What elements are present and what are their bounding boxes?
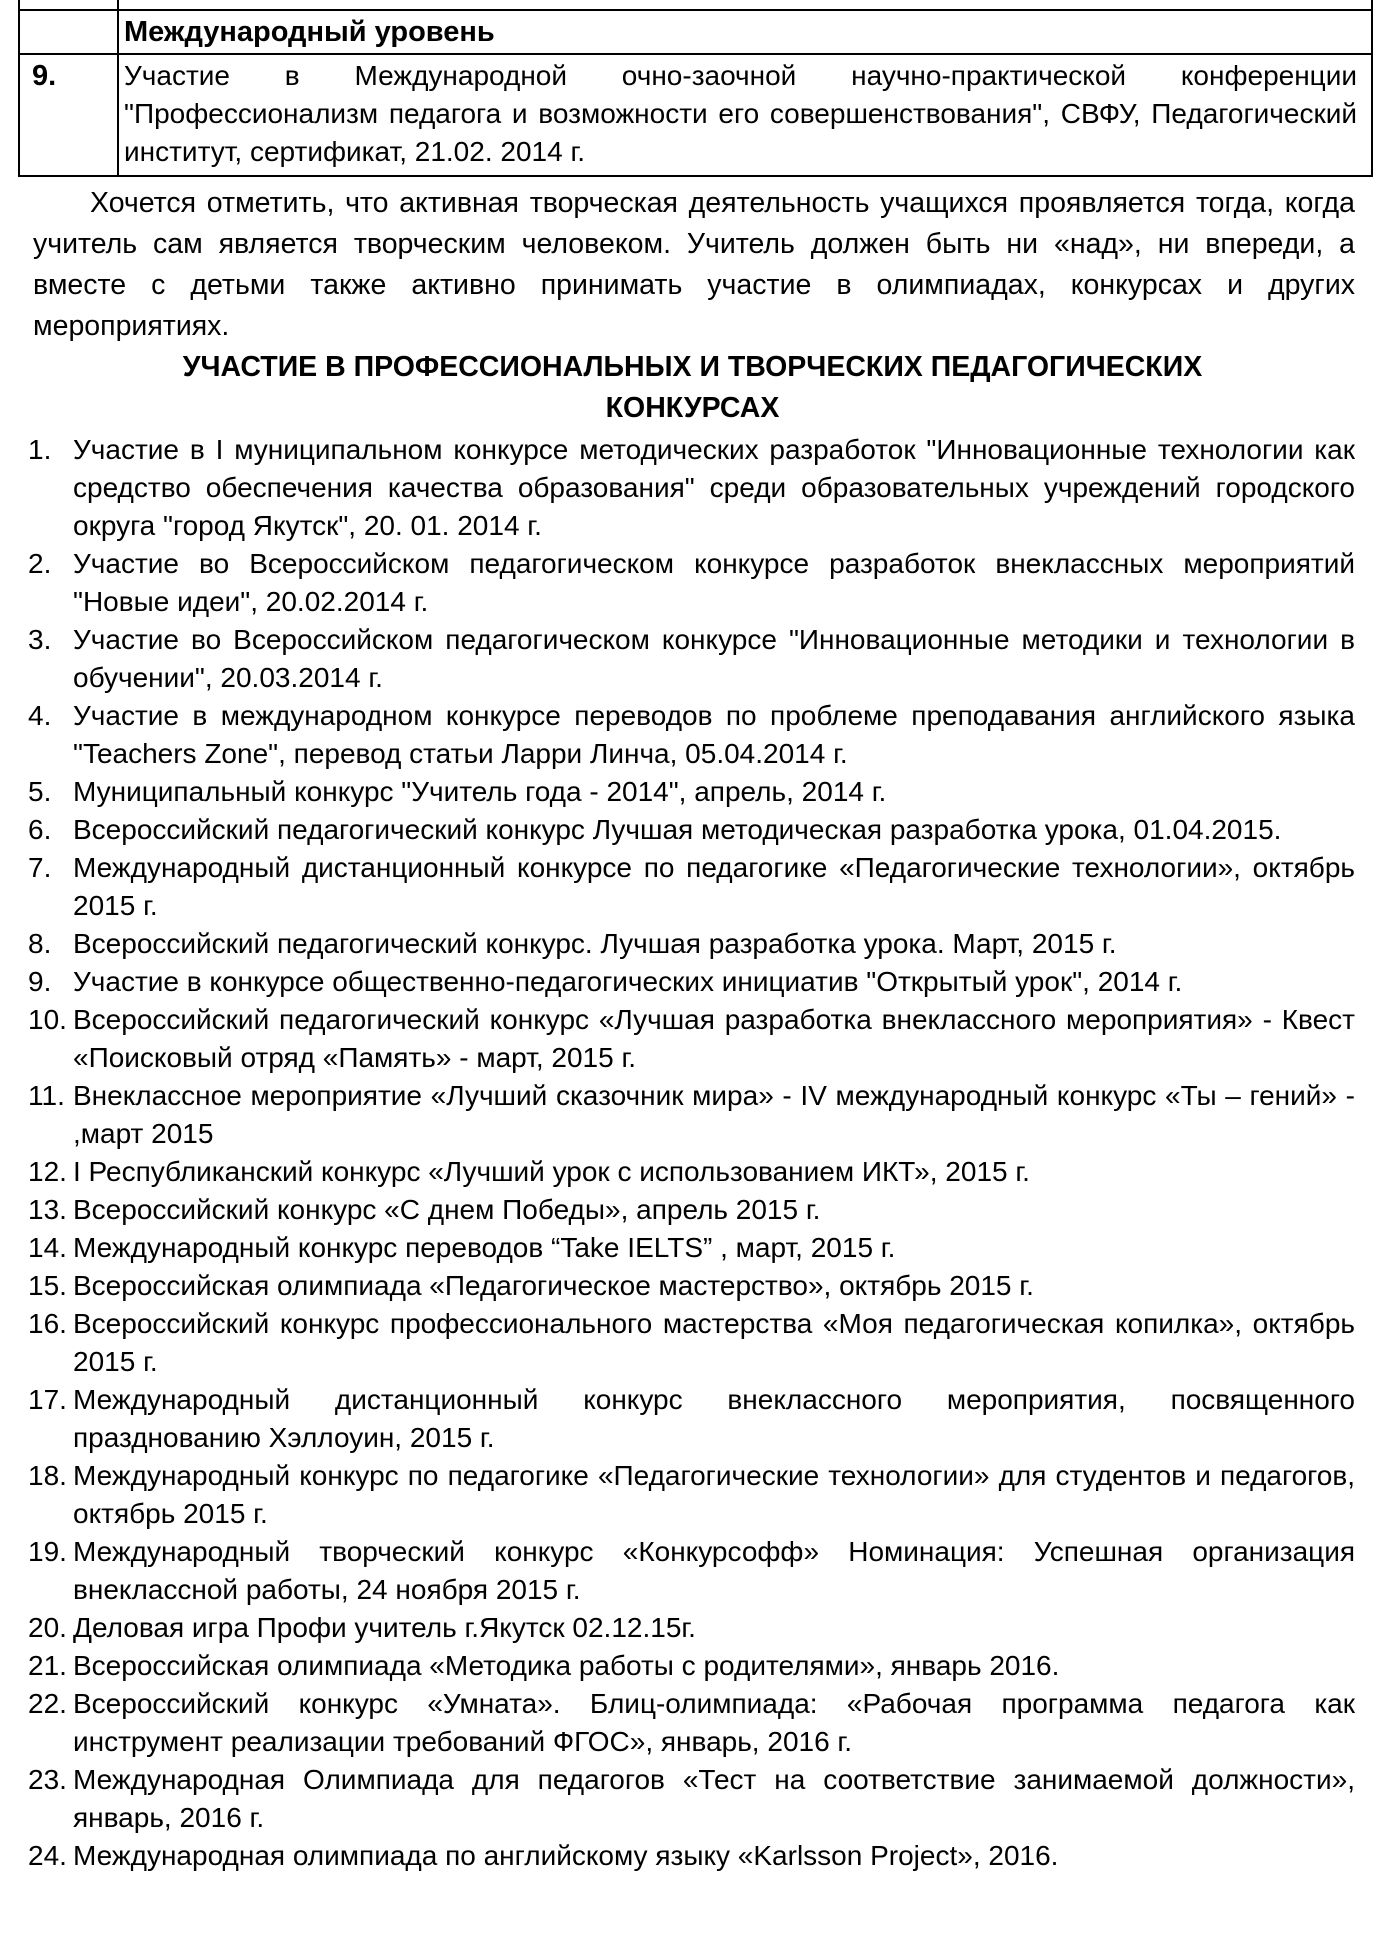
list-item [0,1153,1355,1191]
list-item-text: Всероссийский педагогический конкурс. Лучшая разработка урока. Март, 2015 г. [73,928,1117,959]
table-cell-empty [19,0,118,10]
list-item [0,1457,1355,1533]
list-item-text: Международная олимпиада по английскому языку «Karlsson Project», 2016. [73,1840,1059,1871]
list-item-number: 23. [28,1764,67,1795]
list-item-number: 14. [28,1232,67,1263]
competitions-list [0,431,1355,1875]
list-item-number: 2. [28,548,52,579]
list-item [0,697,1355,773]
list-item-text: Всероссийская олимпиада «Педагогическое мастерство», октябрь 2015 г. [73,1270,1034,1301]
list-item-number: 24. [28,1840,67,1871]
list-item [0,811,1355,849]
section-heading-line1: УЧАСТИЕ В ПРОФЕССИОНАЛЬНЫХ И ТВОРЧЕСКИХ ПЕДАГОГИЧЕСКИХ [182,351,1203,383]
table-cell-text: Участие в Международной очно-заочной научно-практической конференции "Профессионализм педагога и возможности его совершенствования", СВФУ, Педагогический институт, сертификат, 21.02. 2014 г. [118,54,1372,176]
list-item-text: Международный дистанционный конкурсе по педагогике «Педагогические технологии», октябрь 2015 г. [73,852,1355,921]
table-cell-number [19,10,118,54]
list-item-text: Всероссийский конкурс «С днем Победы», апрель 2015 г. [73,1194,821,1225]
list-item [0,621,1355,697]
list-item [0,1191,1355,1229]
table-cell-number: 9. [19,54,118,176]
list-item-number: 16. [28,1308,67,1339]
achievements-table [18,0,1373,177]
section-heading-line2: КОНКУРСАХ [605,392,780,424]
list-item-text: I Республиканский конкурс «Лучший урок с использованием ИКТ», 2015 г. [73,1156,1030,1187]
list-item-text: Муниципальный конкурс "Учитель года - 2014", апрель, 2014 г. [73,776,887,807]
list-item-number: 19. [28,1536,67,1567]
list-item-text: Внеклассное мероприятие «Лучший сказочник мира» - IV международный конкурс «Ты – гений» - ,март 2015 [73,1080,1355,1149]
list-item [0,545,1355,621]
list-item-text: Участие в I муниципальном конкурсе методических разработок "Инновационные технологии как средство обеспечения качества образования" среди образовательных учреждений городского округа "город Якутск", 20. 01. 2014 г. [73,434,1355,541]
list-item [0,1305,1355,1381]
list-item [0,1685,1355,1761]
list-item-number: 20. [28,1612,67,1643]
table-cell-empty [118,0,1372,10]
list-item-number: 9. [28,966,52,997]
list-item-number: 10. [28,1004,67,1035]
list-item-number: 15. [28,1270,67,1301]
table-row-cut [19,0,1372,10]
list-item [0,1837,1355,1875]
list-item-number: 4. [28,700,52,731]
list-item-number: 7. [28,852,52,883]
list-item [0,1647,1355,1685]
list-item-text: Международная Олимпиада для педагогов «Тест на соответствие занимаемой должности», январь, 2016 г. [73,1764,1355,1833]
intro-paragraph: Хочется отметить, что активная творческая деятельность учащихся проявляется тогда, когда учитель сам является творческим человеком. Учитель должен быть ни «над», ни впереди, а вместе с детьми также активно принимать участие в олимпиадах, конкурсах и других мероприятиях. [33,187,1355,342]
list-item-number: 18. [28,1460,67,1491]
list-item [0,1533,1355,1609]
list-item [0,1267,1355,1305]
list-item-text: Всероссийский педагогический конкурс Лучшая методическая разработка урока, 01.04.2015. [73,814,1282,845]
list-item [0,849,1355,925]
list-item-number: 3. [28,624,52,655]
table-row [19,54,1372,176]
list-item-number: 21. [28,1650,67,1681]
list-item-number: 1. [28,434,52,465]
list-item [0,1077,1355,1153]
list-item-number: 5. [28,776,52,807]
list-item-text: Всероссийский конкурс «Умната». Блиц-олимпиада: «Рабочая программа педагога как инструмент реализации требований ФГОС», январь, 2016 г. [73,1688,1355,1757]
list-item [0,1229,1355,1267]
list-item [0,963,1355,1001]
list-item-text: Всероссийский педагогический конкурс «Лучшая разработка внеклассного мероприятия» - Квест «Поисковый отряд «Память» - март, 2015 г. [73,1004,1355,1073]
list-item [0,1001,1355,1077]
list-item-text: Участие во Всероссийском педагогическом конкурсе "Инновационные методики и технологии в обучении", 20.03.2014 г. [73,624,1355,693]
list-item-number: 8. [28,928,52,959]
list-item-text: Участие в международном конкурсе переводов по проблеме преподавания английского языка "Teachers Zone", перевод статьи Ларри Линча, 05.04.2014 г. [73,700,1355,769]
list-item [0,1761,1355,1837]
list-item-text: Деловая игра Профи учитель г.Якутск 02.12.15г. [73,1612,696,1643]
list-item-text: Международный конкурс по педагогике «Педагогические технологии» для студентов и педагогов, октябрь 2015 г. [73,1460,1355,1529]
table-row [19,10,1372,54]
list-item [0,1381,1355,1457]
list-item [0,1609,1355,1647]
list-item-number: 12. [28,1156,67,1187]
list-item-number: 6. [28,814,52,845]
list-item-text: Участие в конкурсе общественно-педагогических инициатив "Открытый урок", 2014 г. [73,966,1183,997]
list-item-text: Всероссийская олимпиада «Методика работы с родителями», январь 2016. [73,1650,1060,1681]
list-item-number: 22. [28,1688,67,1719]
section-heading [30,347,1355,429]
list-item-number: 17. [28,1384,67,1415]
list-item [0,431,1355,545]
list-item-text: Международный конкурс переводов “Take IELTS” , март, 2015 г. [73,1232,896,1263]
list-item [0,925,1355,963]
list-item-text: Всероссийский конкурс профессионального мастерства «Моя педагогическая копилка», октябрь 2015 г. [73,1308,1355,1377]
list-item-text: Участие во Всероссийском педагогическом конкурсе разработок внеклассных мероприятий "Новые идеи", 20.02.2014 г. [73,548,1355,617]
table-section-header: Международный уровень [118,10,1372,54]
list-item-number: 13. [28,1194,67,1225]
list-item [0,773,1355,811]
list-item-text: Международный дистанционный конкурс внеклассного мероприятия, посвященного празднованию Хэллоуин, 2015 г. [73,1384,1355,1453]
list-item-text: Международный творческий конкурс «Конкурсофф» Номинация: Успешная организация внеклассной работы, 24 ноября 2015 г. [73,1536,1355,1605]
list-item-number: 11. [28,1080,65,1111]
